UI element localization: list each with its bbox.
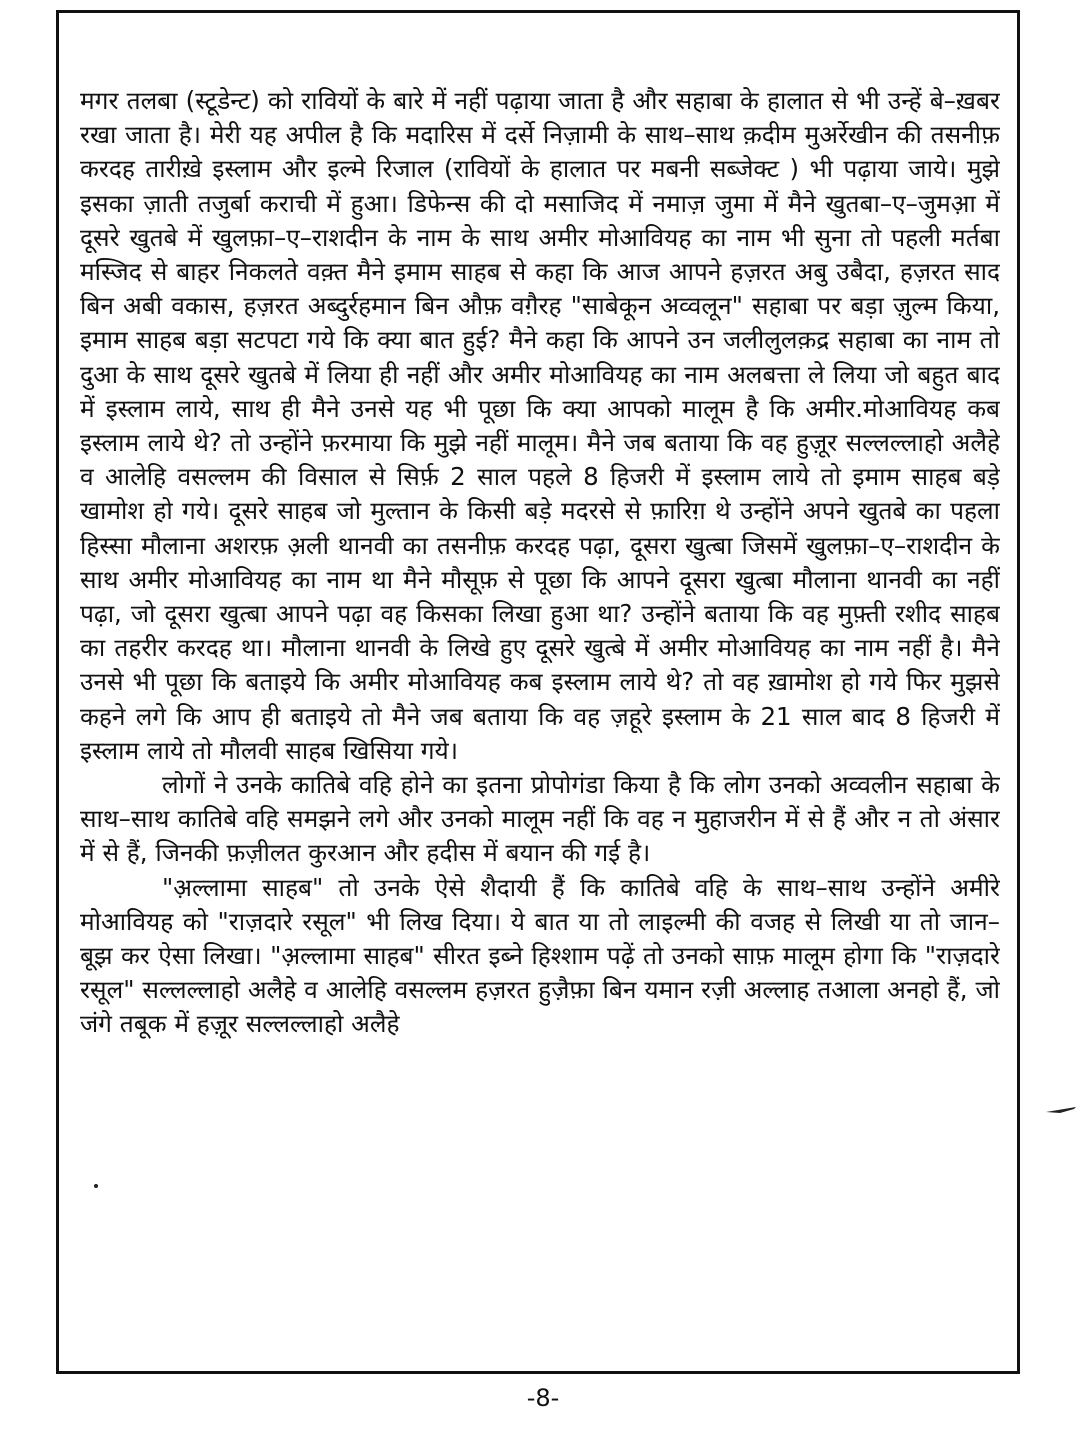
scan-dot-icon bbox=[94, 1184, 98, 1188]
paragraph-3: "अ़ल्लामा साहब" तो उनके ऐसे शैदायी हैं कि कातिबे वहि के साथ–साथ उन्होंने अमीरे मोआवियह को "राज़दारे रसूल" भी लिख दिया। ये बात या तो लाइल्मी की वजह से लिखी या तो जान–बूझ कर ऐसा लिखा। "अ़ल्लामा साहब" सीरत इब्ने हिश्शाम पढ़ें तो उनको साफ़ मालूम होगा कि "राज़दारे रसूल" सल्लल्लाहो अलैहे व आलेहि वसल्लम हज़रत हुज़ैफ़ा बिन यमान रज़ी अल्लाह तआला अनहो हैं, जो जंगे तबूक में हज़ूर सल्लल्लाहो अलैहे bbox=[80, 872, 1000, 1039]
paragraph-2: लोगों ने उनके कातिबे वहि होने का इतना प्रोपोगंडा किया है कि लोग उनको अव्वलीन सहाबा के साथ–साथ कातिबे वहि समझने लगे और उनको मालूम नहीं कि वह न मुहाजरीन में से हैं और न तो अंसार में से हैं, जिनकी फ़ज़ीलत कुरआन और हदीस में बयान की गई है। bbox=[80, 770, 1000, 868]
scan-mark-icon bbox=[1046, 1106, 1076, 1116]
paragraph-1: मगर तलबा (स्टूडेन्ट) को रावियों के बारे में नहीं पढ़ाया जाता है और सहाबा के हालात से भी उन्हें बे–ख़बर रखा जाता है। मेरी यह अपील है कि मदारिस में दर्से निज़ामी के साथ–साथ क़दीम मुअर्रेखीन की तसनीफ़ करदह तारीखे़ इस्लाम और इल्मे रिजाल (रावियों के हालात पर मबनी सब्जेक्ट ) भी पढ़ाया जाये। मुझे इसका ज़ाती तजुर्बा कराची में हुआ। डिफेन्स की दो मसाजिद में नमाज़ जुमा में मैने खुतबा–ए–जुमआ़ में दूसरे खुतबे में खुलफ़ा–ए–राशदीन के नाम के साथ अमीर मोआवियह का नाम भी सुना तो पहली मर्तबा मस्जिद से बाहर निकलते वक़्त मैने इमाम साहब से कहा कि आज आपने हज़रत अबु उबैदा, हज़रत साद बिन अबी वकास, हज़रत अब्दुर्रहमान बिन औफ़ वग़ैरह "साबेकून अव्वलून" सहाबा पर बड़ा ज़ुल्म किया, इमाम साहब बड़ा सटपटा गये कि क्या बात हुई? मैने कहा कि आपने उन जलीलुलक़द्र सहाबा का नाम तो दुआ के साथ दूसरे खुतबे में लिया ही नहीं और अमीर मोआवियह का नाम अलबत्ता ले लिया जो बहुत बाद में इस्लाम लाये, साथ ही मैने उनसे यह भी पूछा कि क्या आपको मालूम है कि अमीर.मोआवियह कब इस्लाम लाये थे? तो उन्होंने फ़रमाया कि मुझे नहीं मालूम। मैने जब बताया कि वह हुज़ूर सल्लल्लाहो अलैहे व आलेहि वसल्लम की विसाल से सिर्फ़ 2 साल पहले 8 हिजरी में इस्लाम लाये तो इमाम साहब बड़े खामोश हो गये। दूसरे साहब जो मुल्तान के किसी बड़े मदरसे से फ़ारिग़ थे उन्होंने अपने खुतबे का पहला हिस्सा मौलाना अशरफ़ अ़ली थानवी का तसनीफ़ करदह पढ़ा, दूसरा खुत्बा जिसमें खुलफ़ा–ए–राशदीन के साथ अमीर मोआवियह का नाम था मैने मौसूफ़ से पूछा कि आपने दूसरा खुत्बा मौलाना थानवी का नहीं पढ़ा, जो दूसरा खुत्बा आपने पढ़ा वह किसका लिखा हुआ था? उन्होंने बताया कि वह मुफ़्ती रशीद साहब का तहरीर करदह था। मौलाना थानवी के लिखे हुए दूसरे खुत्बे में अमीर मोआवियह का नाम नहीं है। मैने उनसे भी पूछा कि बताइये कि अमीर मोआवियह कब इस्लाम लाये थे? तो वह ख़ामोश हो गये फिर मुझसे कहने लगे कि आप ही बताइये तो मैने जब बताया कि वह ज़हूरे इस्लाम के 21 साल बाद 8 हिजरी में इस्लाम लाये तो मौलवी साहब खिसिया गये। bbox=[80, 86, 1000, 765]
page-number: -8- bbox=[526, 1384, 560, 1412]
body-text bbox=[80, 84, 1000, 1384]
